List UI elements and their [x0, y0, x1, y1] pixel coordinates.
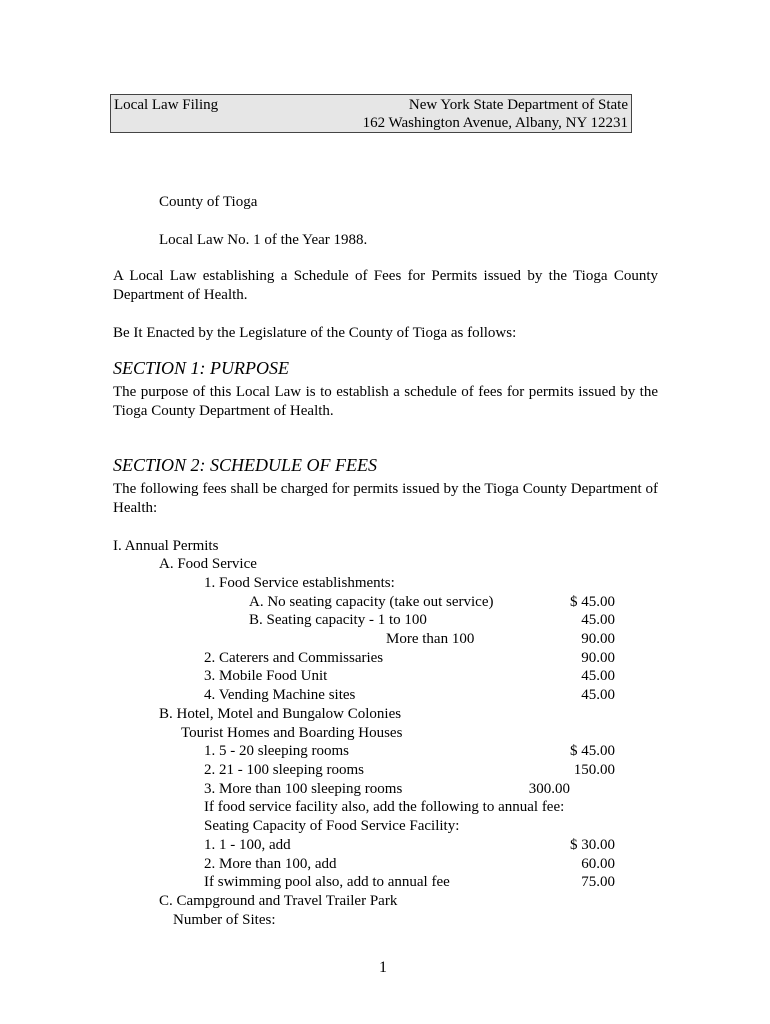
- fee-amount: 45.00: [581, 687, 615, 703]
- fee-label: 2. More than 100, add: [204, 856, 337, 872]
- section2-body: The following fees shall be charged for permits issued by the Tioga County Department of Health:: [113, 481, 658, 516]
- section2-heading: SECTION 2: SCHEDULE OF FEES: [113, 455, 377, 475]
- food-service-note: If food service facility also, add the following to annual fee:: [204, 799, 565, 815]
- fee-amount: 60.00: [581, 856, 615, 872]
- fee-amount: 300.00: [528, 781, 570, 797]
- fee-amount: 45.00: [581, 668, 615, 684]
- schedule-item-C: C. Campground and Travel Trailer Park: [159, 893, 398, 909]
- fee-label: 1. 5 - 20 sleeping rooms: [204, 743, 349, 759]
- schedule-item-C-sub: Number of Sites:: [173, 912, 276, 928]
- fee-amount: 75.00: [581, 874, 615, 890]
- schedule-item-B-sub: Tourist Homes and Boarding Houses: [181, 725, 403, 741]
- intro-paragraph: A Local Law establishing a Schedule of Fees for Permits issued by the Tioga County Department of Health.: [113, 268, 658, 303]
- fee-amount: 150.00: [573, 762, 615, 778]
- fee-amount: 90.00: [581, 631, 615, 647]
- header-right-line2: 162 Washington Avenue, Albany, NY 12231: [362, 115, 628, 131]
- fee-label: If swimming pool also, add to annual fee: [204, 874, 450, 890]
- header-left-label: Local Law Filing: [114, 97, 219, 113]
- fee-label: 2. Caterers and Commissaries: [204, 650, 384, 666]
- fee-label: 4. Vending Machine sites: [204, 687, 356, 703]
- fee-amount: $ 45.00: [570, 594, 615, 610]
- fee-label: More than 100: [386, 631, 475, 647]
- fee-amount: $ 30.00: [570, 837, 615, 853]
- seating-capacity-note: Seating Capacity of Food Service Facility:: [204, 818, 460, 834]
- schedule-item-A: A. Food Service: [159, 556, 257, 572]
- header-right-line1: New York State Department of State: [408, 97, 628, 113]
- page-number: 1: [379, 959, 387, 976]
- fee-amount: $ 45.00: [570, 743, 615, 759]
- fee-label: 2. 21 - 100 sleeping rooms: [204, 762, 364, 778]
- section1-body: The purpose of this Local Law is to establish a schedule of fees for permits issued by the Tioga County Department of Health.: [113, 384, 658, 419]
- fee-label: A. No seating capacity (take out service): [249, 594, 494, 610]
- schedule-item-I: I. Annual Permits: [113, 538, 219, 554]
- fee-label: 1. 1 - 100, add: [204, 837, 291, 853]
- fee-label: 3. Mobile Food Unit: [204, 668, 328, 684]
- schedule-item-A1: 1. Food Service establishments:: [204, 575, 395, 591]
- enacted-paragraph: Be It Enacted by the Legislature of the County of Tioga as follows:: [113, 325, 517, 341]
- section1-heading: SECTION 1: PURPOSE: [113, 358, 289, 378]
- fee-amount: 45.00: [581, 612, 615, 628]
- fee-label: 3. More than 100 sleeping rooms: [204, 781, 403, 797]
- law-number: Local Law No. 1 of the Year 1988.: [159, 232, 368, 248]
- county-name: County of Tioga: [159, 194, 258, 210]
- schedule-item-B: B. Hotel, Motel and Bungalow Colonies: [159, 706, 402, 722]
- filing-header: [110, 94, 632, 133]
- fee-label: B. Seating capacity - 1 to 100: [249, 612, 427, 628]
- fee-amount: 90.00: [581, 650, 615, 666]
